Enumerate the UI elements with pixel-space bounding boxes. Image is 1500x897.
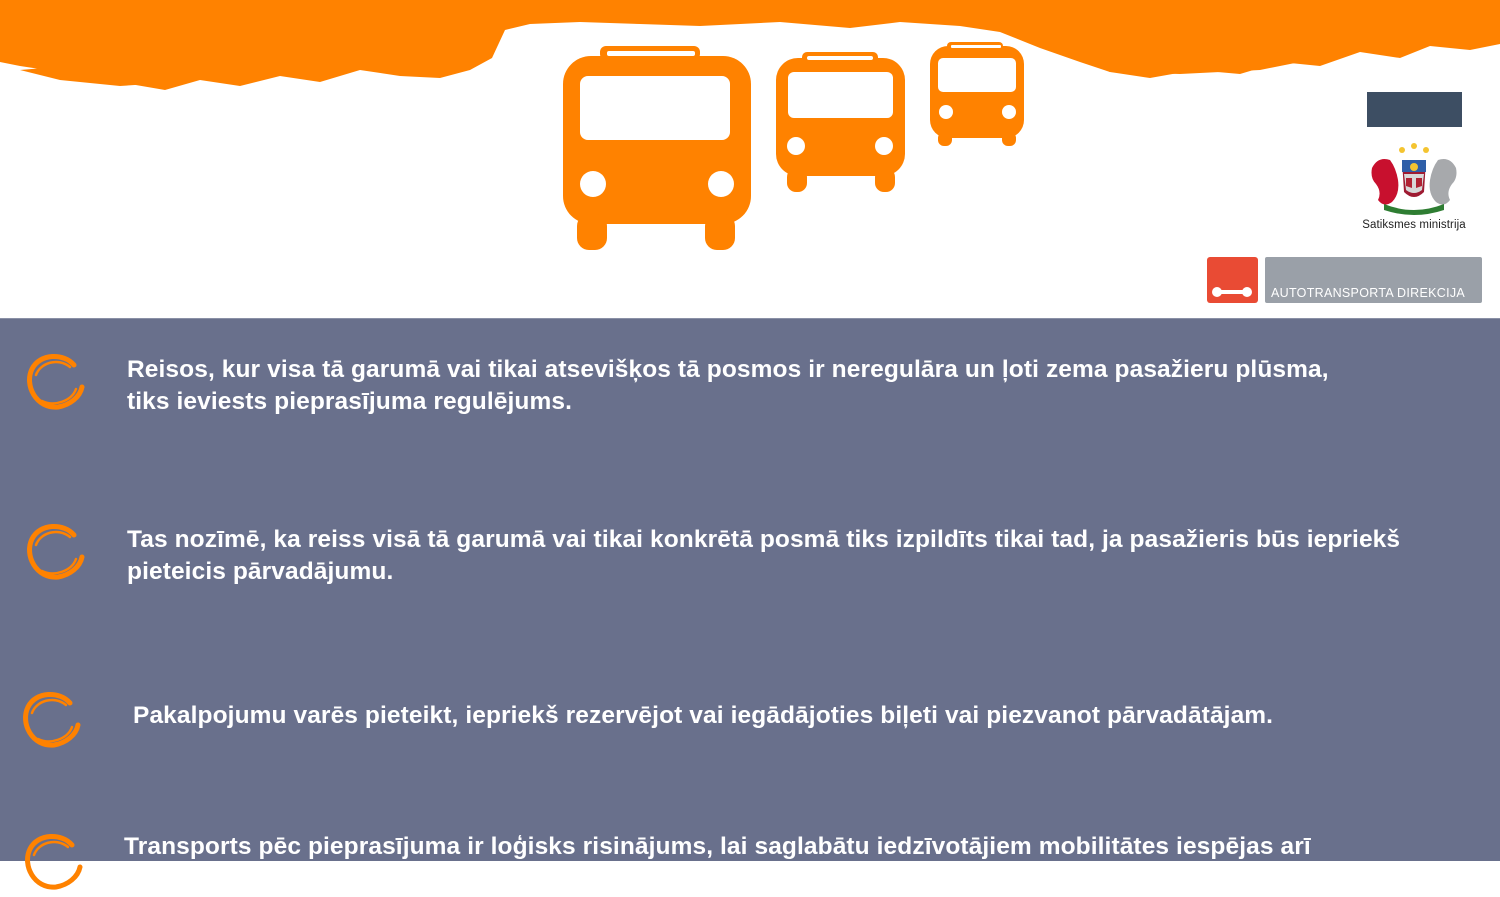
agency-name: AUTOTRANSPORTA DIREKCIJA (1271, 286, 1466, 300)
orange-circle-bullet-icon (18, 515, 90, 587)
content-panel (0, 318, 1500, 861)
bullet-4-line-1: Transports pēc pieprasījuma ir loģisks risinājums, lai saglabātu iedzīvotājiem mobilitātes iespējas arī (124, 833, 1311, 860)
bullet-3-line-1: Pakalpojumu varēs pieteikt, iepriekš rezervējot vai iegādājoties biļeti vai piezvanot pārvadātājam. (133, 702, 1274, 729)
bullet-2-line-2: pieteicis pārvadājumu. (127, 558, 394, 585)
bullet-text-3 (133, 700, 1273, 732)
bus-line-logo-icon (1207, 257, 1258, 303)
ministry-logo-bar (1367, 92, 1462, 127)
bus-icon (930, 42, 1024, 146)
ministry-name: Satiksmes ministrija (1362, 219, 1466, 231)
bullet-1-line-1: Reisos, kur visa tā garumā vai tikai atsevišķos tā posmos ir neregulāra un ļoti zema pasažieru plūsma, (127, 356, 1329, 383)
agency-logo-label (1265, 257, 1482, 303)
orange-circle-bullet-icon (16, 825, 88, 897)
bullet-text-2 (127, 524, 1400, 588)
bullet-text-4 (124, 831, 1311, 863)
header-banner (0, 0, 1500, 318)
bullet-2-line-1: Tas nozīmē, ka reiss visā tā garumā vai tikai konkrētā posmā tiks izpildīts tikai tad, ja pasažieris būs iepriekš (127, 526, 1401, 553)
bullet-text-1 (127, 354, 1329, 418)
orange-circle-bullet-icon (18, 345, 90, 417)
bullet-1-line-2: tiks ieviests pieprasījuma regulējums. (127, 388, 572, 415)
latvia-coat-of-arms-icon (1364, 138, 1464, 220)
buses-illustration (555, 38, 1035, 258)
orange-circle-bullet-icon (14, 683, 86, 755)
